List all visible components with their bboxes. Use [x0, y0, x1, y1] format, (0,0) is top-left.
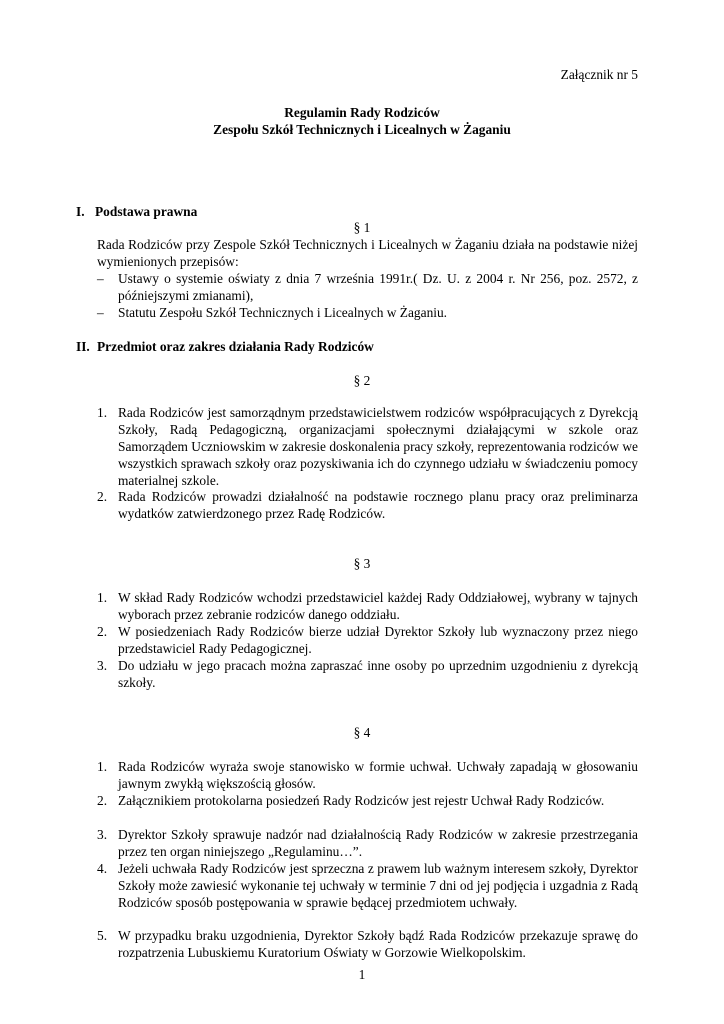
paragraph-mark-3: § 3 [353, 556, 371, 571]
section-title: Przedmiot oraz zakres działania Rady Rodziców [97, 339, 374, 354]
list-item [97, 488, 638, 522]
section-number: II. [76, 339, 90, 354]
list-item [97, 792, 638, 809]
list-item [97, 404, 638, 489]
list-item [97, 657, 638, 691]
document-title: Regulamin Rady Rodziców [284, 105, 440, 120]
list-item [97, 304, 638, 321]
section-heading-2 [76, 338, 636, 355]
paragraph-mark-1: § 1 [353, 220, 371, 235]
list-item-text: Statutu Zespołu Szkół Technicznych i Licealnych w Żaganiu. [118, 305, 448, 320]
paragraph-mark-2: § 2 [353, 373, 371, 388]
list-number: 1. [97, 759, 108, 774]
list-item [97, 826, 638, 860]
list-number: 5. [97, 928, 108, 943]
list-number: 2. [97, 793, 108, 808]
list-number: 3. [97, 658, 108, 673]
list-item-text: W przypadku braku uzgodnienia, Dyrektor Szkoły bądź Rada Rodziców przekazuje sprawę do rozpatrzenia Lubuskiemu Kuratorium Oświaty w Gorzowie Wielkopolskim. [118, 928, 638, 960]
list-number: 2. [97, 624, 108, 639]
list-item-text: Jeżeli uchwała Rady Rodziców jest sprzeczna z prawem lub ważnym interesem szkoły, Dyrektor Szkoły może zawiesić wykonanie tej uchwały w terminie 7 dni od jej podjęcia i uzgadnia z Radą Rodziców sposób postępowania w sprawie będącej przedmiotem uchwały. [118, 861, 638, 910]
list-item-text: W posiedzeniach Rady Rodziców bierze udział Dyrektor Szkoły lub wyznaczony przez niego przedstawiciel Rady Pedagogicznej. [118, 624, 638, 656]
section1-intro: Rada Rodziców przy Zespole Szkół Technicznych i Licealnych w Żaganiu działa na podstawie niżej wymienionych przepisów: [97, 237, 638, 269]
list-number: 1. [97, 590, 108, 605]
paragraph-mark-4: § 4 [353, 725, 371, 740]
list-item-text: W skład Rady Rodziców wchodzi przedstawiciel każdej Rady Oddziałowej, wybrany w tajnych wyborach przez zebranie rodziców danego oddziału. [118, 590, 639, 622]
attachment-label: Załącznik nr 5 [560, 67, 638, 82]
dash-bullet: – [97, 271, 104, 286]
section-heading-1 [76, 203, 636, 220]
list-item-text: Rada Rodziców jest samorządnym przedstawicielstwem rodziców współpracujących z Dyrekcją Szkoły, Radą Pedagogiczną, organizacjami społecznymi działającymi w szkole oraz Samorządem Uczniowskim w zakresie doskonalenia pracy szkoły, reprezentowania rodziców we wszystkich sprawach szkoły oraz pozyskiwania ich do czynnego udziału w świadczeniu pomocy materialnej szkole. [118, 405, 638, 488]
dash-bullet: – [97, 305, 104, 320]
list-item [97, 758, 638, 792]
list-item [97, 927, 638, 961]
list-item [97, 589, 638, 623]
list-item-text: Załącznikiem protokolarna posiedzeń Rady Rodziców jest rejestr Uchwał Rady Rodziców. [118, 793, 605, 808]
list-item-text: Do udziału w jego pracach można zapraszać inne osoby po uprzednim uzgodnieniu z dyrekcją szkoły. [118, 658, 638, 690]
document-subtitle: Zespołu Szkół Technicznych i Licealnych w Żaganiu [213, 122, 511, 137]
section-number: I. [76, 204, 85, 219]
list-number: 3. [97, 827, 108, 842]
list-item [97, 623, 638, 657]
list-item-text: Rada Rodziców prowadzi działalność na podstawie rocznego planu pracy oraz preliminarza wydatków zatwierdzonego przez Radę Rodziców. [118, 489, 638, 521]
section-title: Podstawa prawna [95, 204, 198, 219]
list-number: 1. [97, 405, 108, 420]
list-item-text: Rada Rodziców wyraża swoje stanowisko w formie uchwał. Uchwały zapadają w głosowaniu jawnym zwykłą większością głosów. [118, 759, 638, 791]
page-number: 1 [358, 967, 366, 982]
list-number: 4. [97, 861, 108, 876]
list-item-text: Dyrektor Szkoły sprawuje nadzór nad działalnością Rady Rodziców w zakresie przestrzegania przez ten organ niniejszego „Regulaminu…”. [118, 827, 638, 859]
list-number: 2. [97, 489, 108, 504]
list-item [97, 860, 638, 911]
list-item [97, 270, 638, 304]
list-item-text: Ustawy o systemie oświaty z dnia 7 września 1991r.( Dz. U. z 2004 r. Nr 256, poz. 2572, z późniejszymi zmianami), [118, 271, 638, 303]
